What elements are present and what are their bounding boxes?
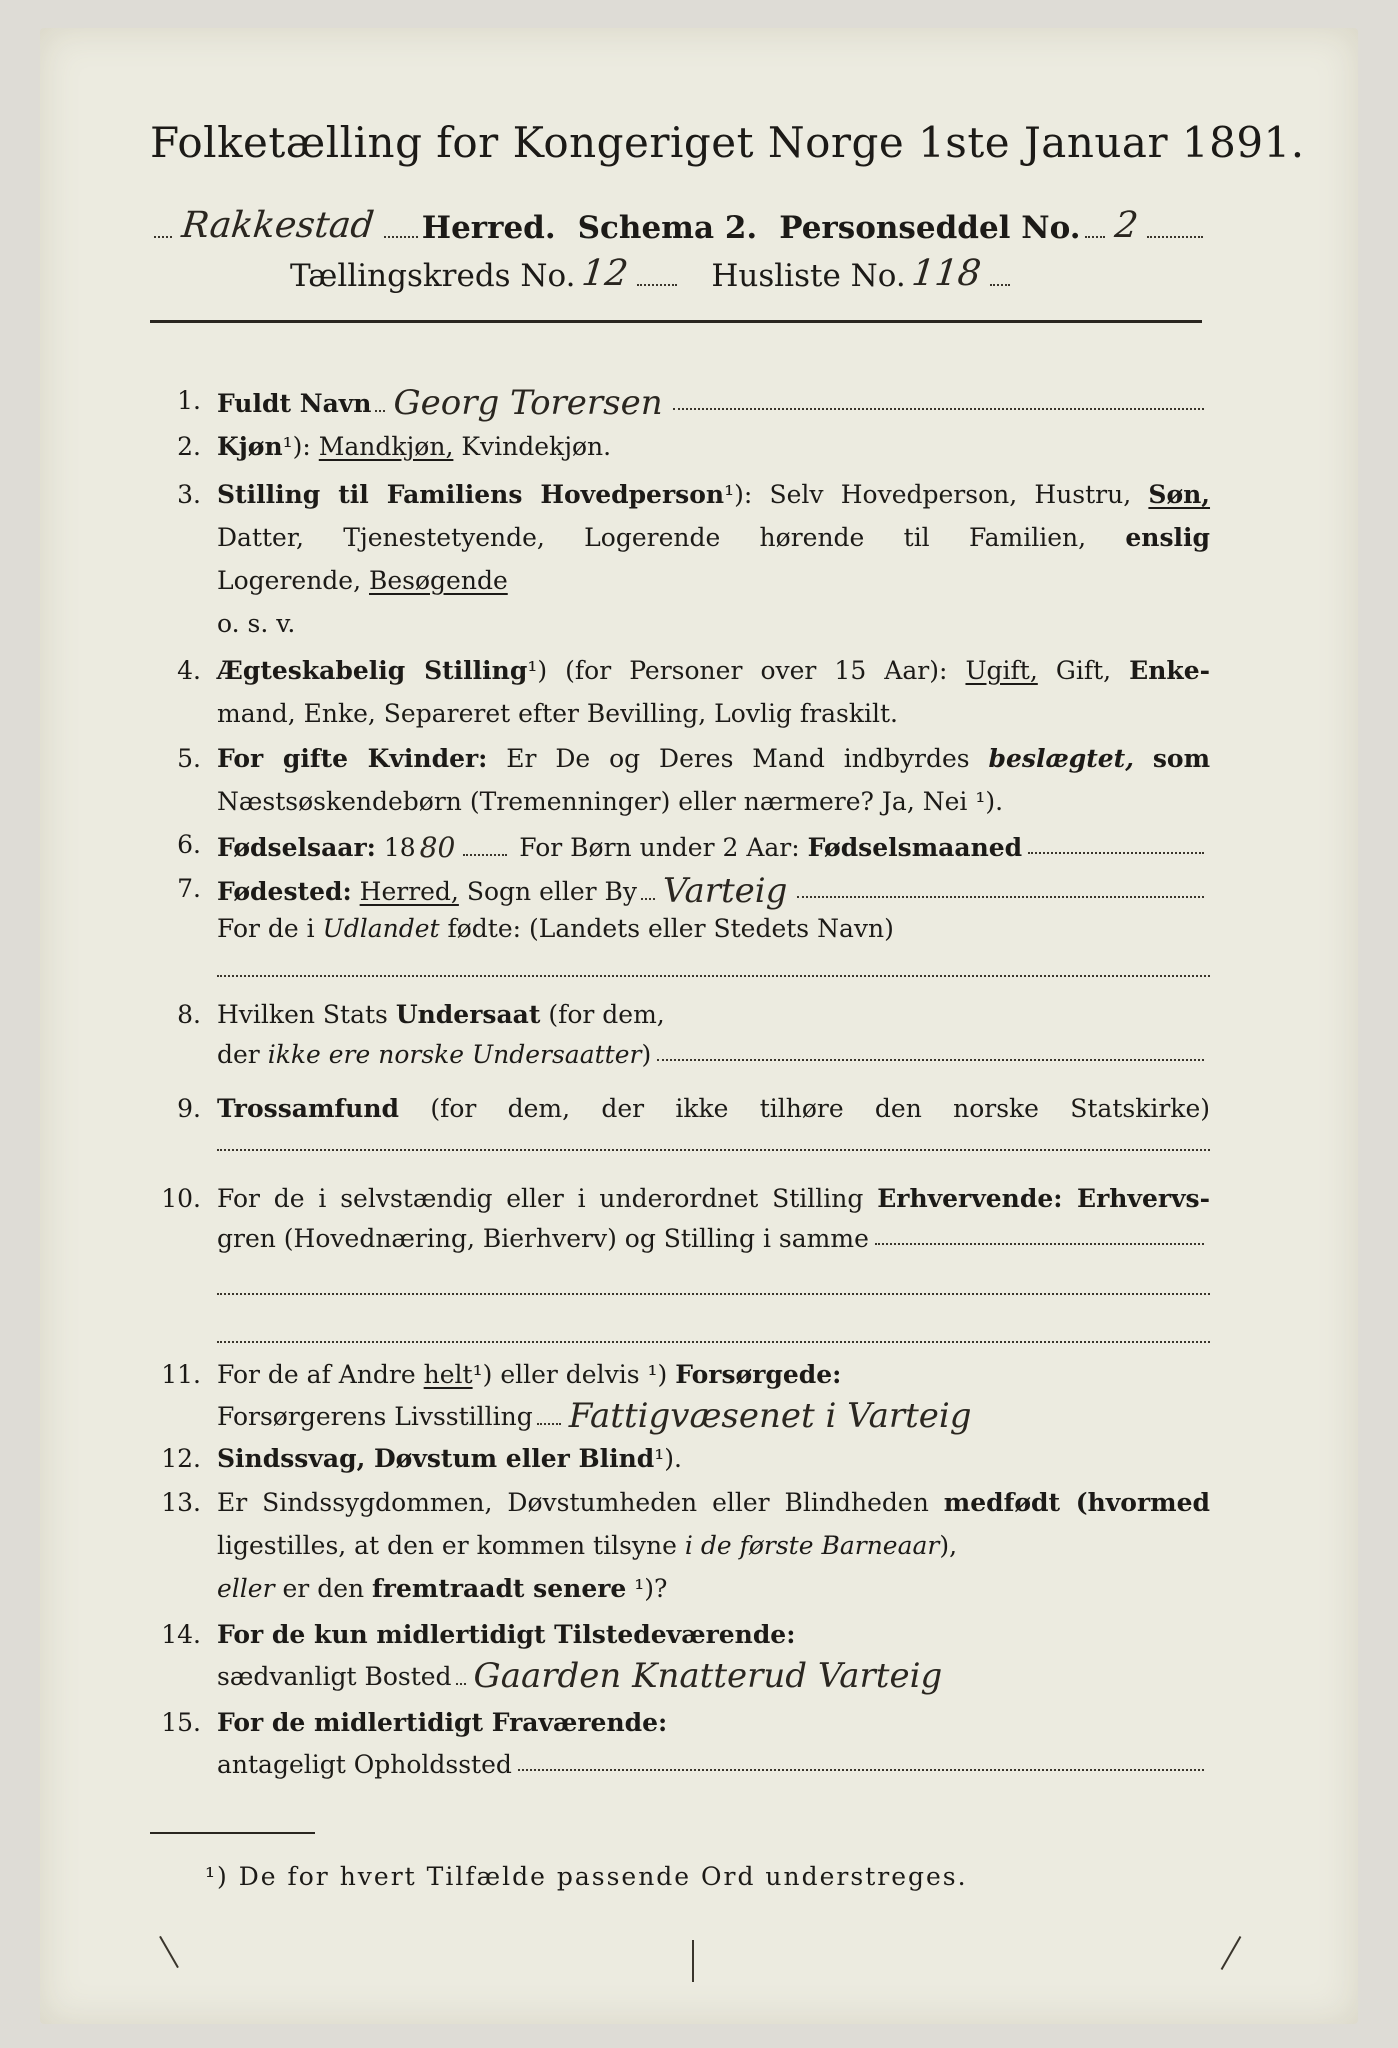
husliste-label: Husliste No. <box>711 258 906 294</box>
birth-year-value: 80 <box>419 831 456 864</box>
kreds-label: Tællingskreds No. <box>290 258 576 294</box>
supported-fully-selected: helt <box>423 1360 473 1389</box>
birthplace-herred-selected: Herred, <box>359 877 459 906</box>
herred-label: Herred. <box>421 210 556 246</box>
full-name-value: Georg Torersen <box>393 383 663 423</box>
husliste-number: 118 <box>909 253 983 294</box>
herred-line <box>150 198 1210 246</box>
center-mark <box>692 1940 694 1982</box>
provider-occupation-value: Fattigvæsenet i Varteig <box>568 1396 972 1436</box>
footnote: ¹) De for hvert Tilfælde passende Ord understreges. <box>205 1862 968 1891</box>
personseddel-label: Personseddel No. <box>779 210 1081 246</box>
schema-label: Schema 2. <box>577 210 758 246</box>
footnote-rule <box>150 1832 315 1834</box>
usual-residence-value: Gaarden Knatterud Varteig <box>473 1656 943 1696</box>
form-title: Folketælling for Kongeriget Norge 1ste Januar 1891. <box>150 118 1305 167</box>
header-rule <box>150 320 1202 323</box>
kreds-number: 12 <box>579 253 630 294</box>
birthplace-value: Varteig <box>663 871 788 911</box>
position-son-selected: Søn, <box>1148 480 1211 509</box>
herred-name: Rakkestad <box>179 205 376 246</box>
gender-male-selected: Mandkjøn, <box>318 432 454 461</box>
kreds-line <box>290 246 1090 294</box>
marital-unmarried-selected: Ugift, <box>965 656 1038 685</box>
full-name-label: Fuldt Navn <box>217 389 372 418</box>
personseddel-number: 2 <box>1112 205 1140 246</box>
